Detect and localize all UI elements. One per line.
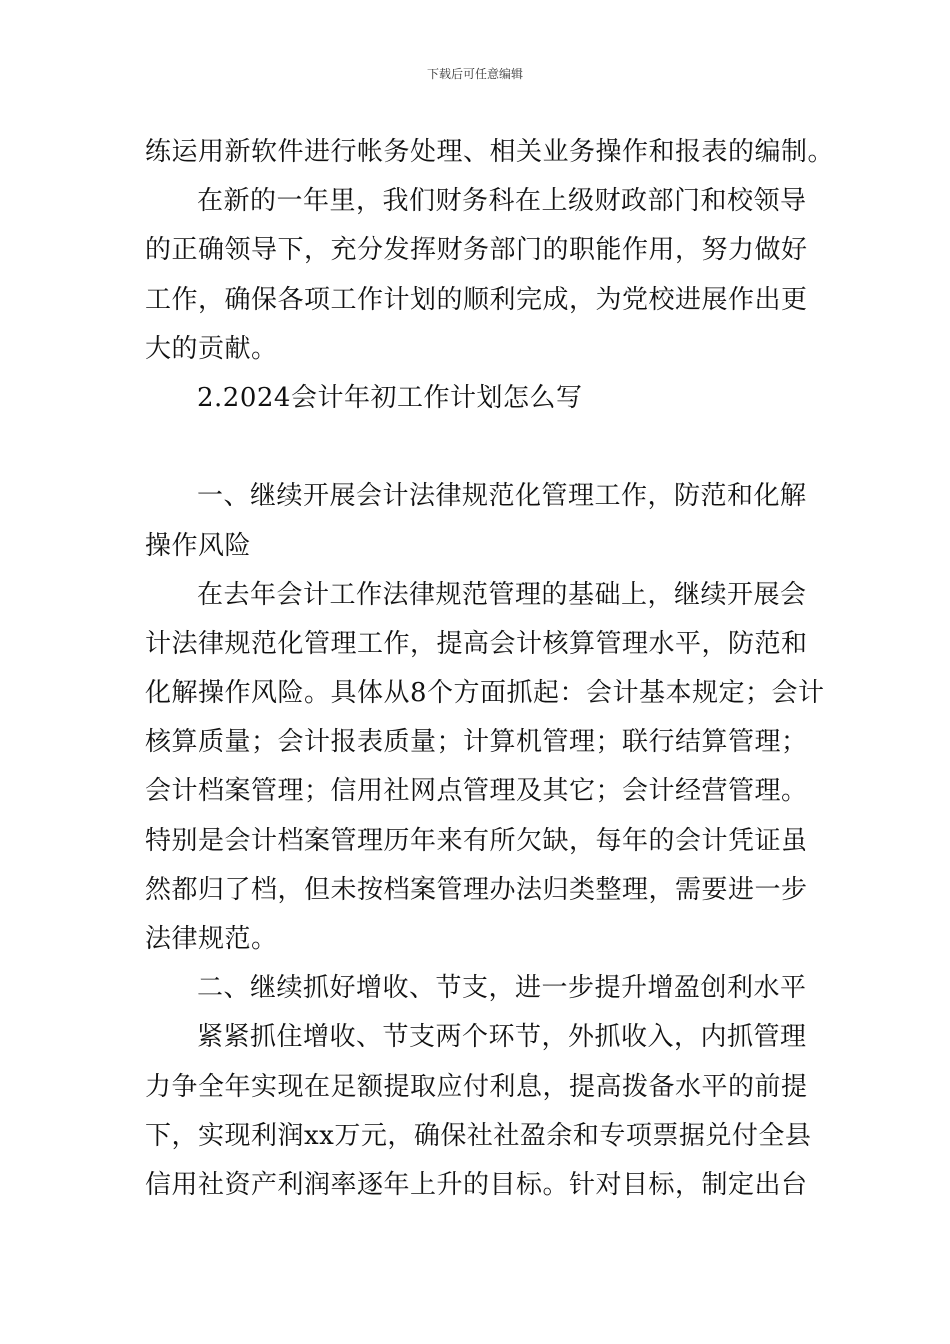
text-line: 计法律规范化管理工作，提高会计核算管理水平，防范和 [145, 628, 808, 659]
text-line: 练运用新软件进行帐务处理、相关业务操作和报表的编制。 [145, 137, 835, 167]
text-line: 下，实现利润xx万元，确保社社盈余和专项票据兑付全县 [145, 1120, 812, 1151]
text-line: 特别是会计档案管理历年来有所欠缺，每年的会计凭证虽 [145, 825, 808, 856]
text-line: 会计档案管理；信用社网点管理及其它；会计经营管理。 [145, 776, 808, 807]
text-line: 核算质量；会计报表质量；计算机管理；联行结算管理； [145, 727, 808, 758]
section-heading: 2.2024会计年初工作计划怎么写 [197, 382, 583, 413]
subheading-line: 二、继续抓好增收、节支，进一步提升增盈创利水平 [197, 973, 807, 1004]
page-header: 下载后可任意编辑 [426, 67, 523, 81]
text-line: 工作，确保各项工作计划的顺利完成，为党校进展作出更 [145, 284, 808, 315]
subheading-line: 一、继续开展会计法律规范化管理工作，防范和化解 [197, 481, 807, 512]
text-line: 的正确领导下，充分发挥财务部门的职能作用，努力做好 [145, 235, 808, 266]
text-line: 然都归了档，但未按档案管理办法归类整理，需要进一步 [145, 874, 808, 905]
text-line: 信用社资产利润率逐年上升的目标。针对目标，制定出台 [145, 1169, 808, 1200]
text-line: 法律规范。 [145, 924, 278, 954]
paragraph-start-line: 在去年会计工作法律规范管理的基础上，继续开展会 [197, 579, 807, 610]
text-line: 化解操作风险。具体从8个方面抓起：会计基本规定；会计 [145, 678, 825, 709]
paragraph-start-line: 在新的一年里，我们财务科在上级财政部门和校领导 [197, 186, 807, 217]
subheading-line: 操作风险 [145, 530, 252, 561]
blank-line [145, 423, 807, 472]
document-body [145, 128, 835, 1210]
text-line: 力争全年实现在足额提取应付利息，提高拨备水平的前提 [145, 1071, 808, 1102]
paragraph-start-line: 紧紧抓住增收、节支两个环节，外抓收入，内抓管理 [197, 1022, 807, 1053]
text-line: 大的贡献。 [145, 333, 278, 364]
